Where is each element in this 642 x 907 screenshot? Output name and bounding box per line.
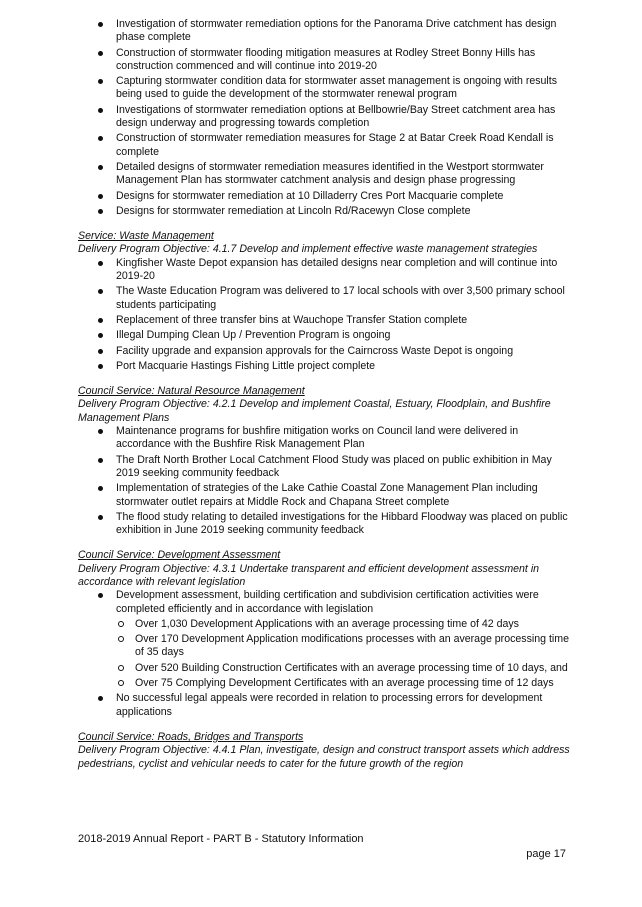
waste-objective: Delivery Program Objective: 4.1.7 Develop and implement effective waste management strategies <box>78 243 538 256</box>
list-item: Capturing stormwater condition data for stormwater asset management is ongoing with results being used to guide the development of the stormwater renewal program <box>78 75 570 102</box>
development-heading: Council Service: Development Assessment <box>78 549 281 562</box>
sub-list-item: Over 520 Building Construction Certificates with an average processing time of 10 days, and <box>116 662 570 675</box>
sub-list-item: Over 1,030 Development Applications with an average processing time of 42 days <box>116 618 570 631</box>
development-objective: Delivery Program Objective: 4.3.1 Undertake transparent and efficient development assessment in accordance with relevant legislation <box>78 562 540 588</box>
list-item-text: Development assessment, building certification and subdivision certification activities were completed efficiently and in accordance with legislation <box>116 589 539 615</box>
list-item: Facility upgrade and expansion approvals for the Cairncross Waste Depot is ongoing <box>78 345 570 358</box>
natural-resource-list <box>78 425 570 537</box>
natural-resource-heading: Council Service: Natural Resource Management <box>78 385 305 398</box>
development-list <box>78 589 570 719</box>
list-item: Designs for stormwater remediation at 10 Dilladerry Cres Port Macquarie complete <box>78 190 570 203</box>
list-item: Investigation of stormwater remediation options for the Panorama Drive catchment has design phase complete <box>78 18 570 45</box>
document-page <box>78 18 570 771</box>
page-number: page 17 <box>526 848 566 860</box>
sub-list-item: Over 170 Development Application modifications processes with an average processing time of 35 days <box>116 633 570 660</box>
development-sub-list <box>116 618 570 690</box>
list-item: No successful legal appeals were recorded in relation to processing errors for development applications <box>78 692 570 719</box>
list-item: The flood study relating to detailed investigations for the Hibbard Floodway was placed on public exhibition in June 2019 seeking community feedback <box>78 511 570 538</box>
sub-list-item: Over 75 Complying Development Certificates with an average processing time of 12 days <box>116 677 570 690</box>
list-item: Illegal Dumping Clean Up / Prevention Program is ongoing <box>78 329 570 342</box>
footer-title: 2018-2019 Annual Report - PART B - Statutory Information <box>78 833 364 845</box>
list-item: Investigations of stormwater remediation options at Bellbowrie/Bay Street catchment area has design underway and progressing towards completion <box>78 104 570 131</box>
list-item: Port Macquarie Hastings Fishing Little project complete <box>78 360 570 373</box>
list-item: Designs for stormwater remediation at Lincoln Rd/Racewyn Close complete <box>78 205 570 218</box>
waste-heading: Service: Waste Management <box>78 230 214 243</box>
stormwater-list <box>78 18 570 218</box>
list-item: Construction of stormwater remediation measures for Stage 2 at Batar Creek Road Kendall is complete <box>78 132 570 159</box>
list-item: Maintenance programs for bushfire mitigation works on Council land were delivered in accordance with the Bushfire Risk Management Plan <box>78 425 570 452</box>
list-item: Replacement of three transfer bins at Wauchope Transfer Station complete <box>78 314 570 327</box>
list-item: Detailed designs of stormwater remediation measures identified in the Westport stormwater Management Plan has stormwater catchment analysis and design phase progressing <box>78 161 570 188</box>
list-item: The Draft North Brother Local Catchment Flood Study was placed on public exhibition in May 2019 seeking community feedback <box>78 454 570 481</box>
roads-objective: Delivery Program Objective: 4.4.1 Plan, investigate, design and construct transport assets which address pedestrians, cyclist and vehicular needs to cater for the future growth of the region <box>78 744 570 770</box>
waste-list <box>78 257 570 373</box>
list-item: Kingfisher Waste Depot expansion has detailed designs near completion and will continue into 2019-20 <box>78 257 570 284</box>
list-item <box>78 589 570 690</box>
list-item: Construction of stormwater flooding mitigation measures at Rodley Street Bonny Hills has construction commenced and will continue into 2019-20 <box>78 47 570 74</box>
list-item: The Waste Education Program was delivered to 17 local schools with over 3,500 primary school students participating <box>78 285 570 312</box>
roads-heading: Council Service: Roads, Bridges and Transports <box>78 730 304 743</box>
list-item: Implementation of strategies of the Lake Cathie Coastal Zone Management Plan including stormwater outlet repairs at Middle Rock and Chapana Street complete <box>78 482 570 509</box>
natural-resource-objective: Delivery Program Objective: 4.2.1 Develop and implement Coastal, Estuary, Floodplain, and Bushfire Management Plans <box>78 398 551 424</box>
